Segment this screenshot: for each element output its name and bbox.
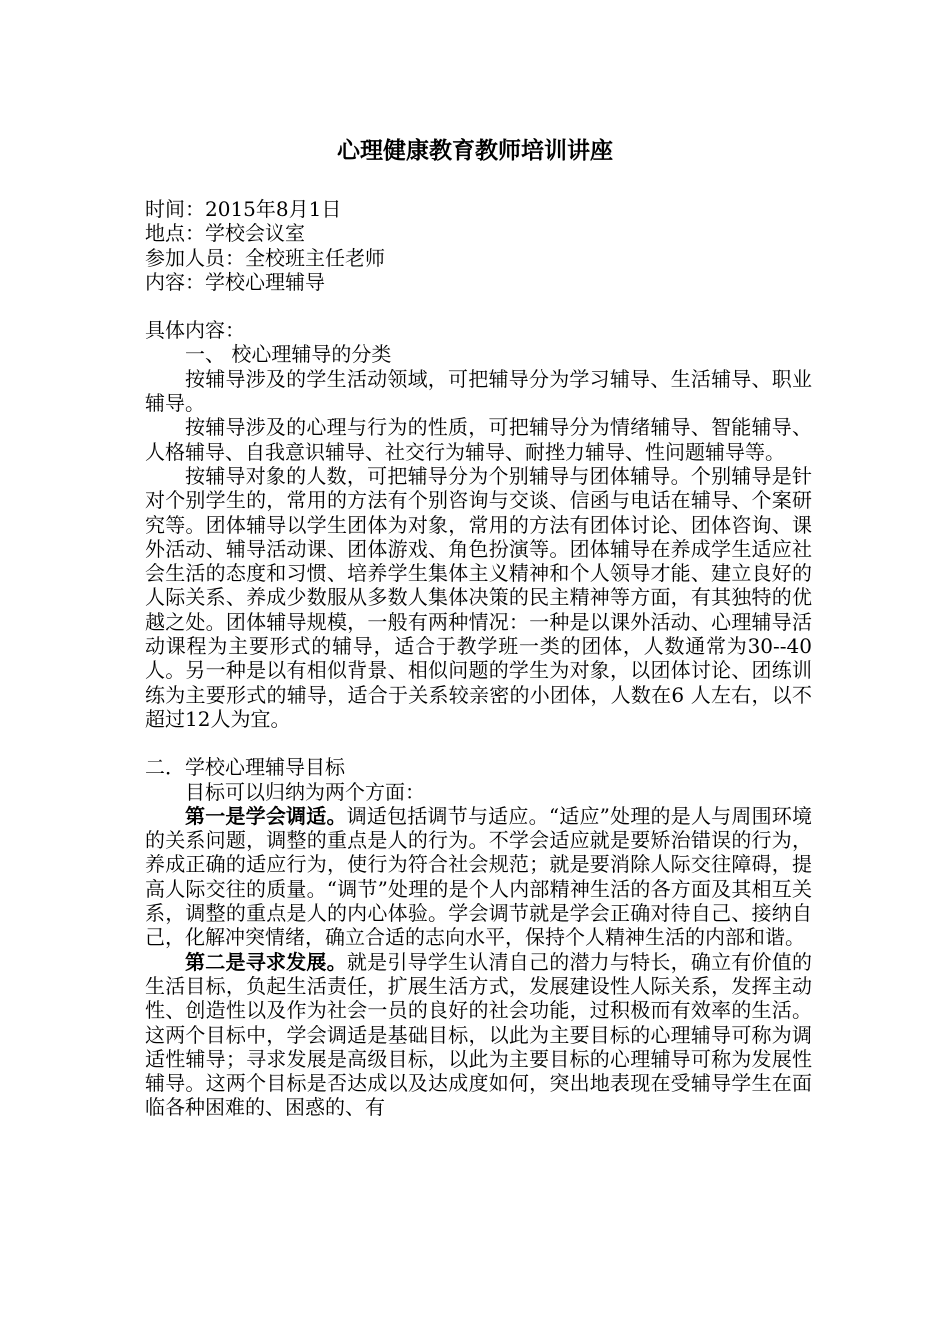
goal1-paragraph	[145, 804, 812, 950]
goal1-text: 调适包括调节与适应。“适应”处理的是人与周围环境的关系问题，调整的重点是人的行为。不学会适应就是要矫治错误的行为，养成正确的适应行为，使行为符合社会规范；就是要消除人际交往障碍，提高人际交往的质量。“调节”处理的是个人内部精神生活的各方面及其相互关系，调整的重点是人的内心体验。学会调节就是学会正确对待自己、接纳自己，化解冲突情绪，确立合适的志向水平，保持个人精神生活的内部和谐。	[145, 803, 813, 950]
goal2-text: 就是引导学生认清自己的潜力与特长，确立有价值的生活目标，负起生活责任，扩展生活方式，发展建设性人际关系，发挥主动性、创造性以及作为社会一员的良好的社会功能，过积极而有效率的生活。这两个目标中，学会调适是基础目标，以此为主要目标的心理辅导可称为调适性辅导；寻求发展是高级目标，以此为主要目标的心理辅导可称为发展性辅导。这两个目标是否达成以及达成度如何，突出地表现在受辅导学生在面临各种困难的、困惑的、有	[145, 949, 813, 1120]
document-title: 心理健康教育教师培训讲座	[337, 137, 613, 164]
document-body	[145, 197, 812, 1120]
spacer	[145, 294, 812, 318]
section1-heading: 一、 校心理辅导的分类	[185, 342, 392, 367]
goal2-paragraph	[145, 950, 812, 1120]
spacer	[145, 731, 812, 755]
meta-time: 时间：2015年8月1日	[145, 197, 342, 221]
details-label: 具体内容：	[145, 318, 245, 343]
goal1-lead: 第一是学会调适。	[185, 803, 347, 828]
section2-intro: 目标可以归纳为两个方面：	[185, 779, 425, 804]
meta-content: 内容：学校心理辅导	[145, 269, 325, 294]
section1-paragraph-2: 按辅导涉及的心理与行为的性质，可把辅导分为情绪辅导、智能辅导、人格辅导、自我意识辅导、社交行为辅导、耐挫力辅导、性问题辅导等。	[145, 415, 812, 464]
section1-paragraph-1: 按辅导涉及的学生活动领域，可把辅导分为学习辅导、生活辅导、职业辅导。	[145, 366, 812, 416]
section1-paragraph-3: 按辅导对象的人数，可把辅导分为个别辅导与团体辅导。个别辅导是针对个别学生的，常用的方法有个别咨询与交谈、信函与电话在辅导、个案研究等。团体辅导以学生团体为对象，常用的方法有团体讨论、团体咨询、课外活动、辅导活动课、团体游戏、角色扮演等。团体辅导在养成学生适应社会生活的态度和习惯、培养学生集体主义精神和个人领导才能、建立良好的人际关系、养成少数服从多数人集体决策的民主精神等方面，有其独特的优越之处。团体辅导规模，一般有两种情况：一种是以课外活动、心理辅导活动课程为主要形式的辅导，适合于教学班一类的团体，人数通常为30--40人。另一种是以有相似背景、相似问题的学生为对象，以团体讨论、团练训练为主要形式的辅导，适合于关系较亲密的小团体，人数在6 人左右，以不超过12人为宜。	[145, 463, 812, 731]
meta-place: 地点：学校会议室	[145, 221, 305, 246]
section2-heading: 二．学校心理辅导目标	[145, 755, 345, 780]
meta-attendees: 参加人员：全校班主任老师	[145, 245, 385, 270]
goal2-lead: 第二是寻求发展。	[185, 949, 347, 974]
